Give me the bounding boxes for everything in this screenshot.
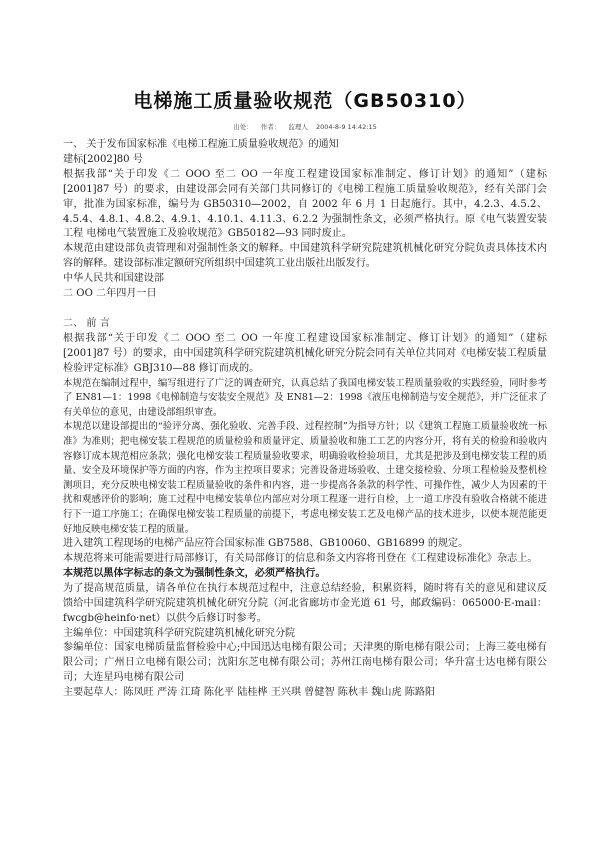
meta-source: 出处： [233, 123, 253, 131]
document-body [63, 138, 547, 701]
section2-participants: 参编单位：国家电梯质量监督检验中心;中国迅达电梯有限公司；天津奥的斯电梯有限公司；上海三菱电梯有限公司；广州日立电梯有限公司；沈阳东芝电梯有限公司；苏州江南电梯有限公司；华升富士达电梯有限公司；大连星玛电梯有限公司 [63, 642, 547, 684]
document-meta [63, 122, 547, 131]
section1-heading: 一、 关于发布国家标准《电梯工程施工质量验收规范》的通知 [63, 139, 339, 150]
section1-issuer: 中华人民共和国建设部 [63, 273, 164, 285]
document-title: 电梯施工质量验收规范（GB50310） [133, 90, 477, 112]
section1-doc-number: 建标[2002]80 号 [63, 153, 143, 165]
section2-paragraph: 本规范在编制过程中，编写组进行了广泛的调查研究，认真总结了我国电梯安装工程质量验收的实践经验，同时参考了 EN81—1：1998《电梯制造与安装安全规范》及 EN81—2：1998《液压电梯制造与安全规范》，并广泛征求了有关单位的意见，由建设部组织审查。 [63, 377, 547, 418]
section2-paragraph: 根据我部“关于印发《二 OOO 至二 OO 一年度工程建设国家标准制定、修订计划》的通知”（建标[2001]87 号）的要求，由中国建筑科学研究院建筑机械化研究分院会同有关单位共同对《电梯安装工程质量检验评定标准》GBJ310—88 修订而成的。 [63, 332, 547, 374]
section2-chief-unit: 主编单位：中国建筑科学研究院建筑机械化研究分院 [63, 627, 296, 639]
meta-editor: 监理人 [288, 123, 308, 131]
meta-author: 作者： [260, 123, 281, 131]
section-spacer [63, 302, 547, 317]
section2-drafters: 主要起草人：陈凤旺 严涛 江琦 陈化平 陆桂桦 王兴琪 曾健智 陈秋丰 魏山虎 陈路阳 [63, 687, 436, 699]
section1-paragraph: 本规范由建设部负责管理和对强制性条文的解释。中国建筑科学研究院建筑机械化研究分院负责具体技术内容的解释。建设部标准定额研究所组织中国建筑工业出版社出版发行。 [63, 243, 547, 270]
section1-date: 二 OO 二年四月一日 [63, 288, 157, 300]
meta-datetime: 2004-8-9 14:42:15 [315, 123, 377, 131]
section2-paragraph: 本规范将来可能需要进行局部修订，有关局部修订的信息和条文内容将刊登在《工程建设标准化》杂志上。 [63, 553, 538, 565]
section2-heading: 二、 前 言 [63, 317, 110, 329]
section2-paragraph: 本规范以建设部提出的“验评分离、强化验收、完善手段、过程控制”为指导方针；以《建筑工程施工质量验收统一标准》为准则；把电梯安装工程规范的质量检验和质量评定、质量验收和施工工艺的内容分开，将有关的检验和验收内容修订成本规范相应条款；强化电梯安装工程质量验收要求，明确验收检验项目，尤其是把涉及到电梯安装工程的质量、安全及环境保护等方面的内容，作为主控项目要求；完善设备进场验收、土建交接检验、分项工程检验及整机检测项目，充分反映电梯安装工程质量验收的条件和内容，进一步提高各条款的科学性、可操作性，减少人为因素的干扰和观感评价的影响；施工过程中电梯安装单位内部应对分项工程逐一进行自检，上一道工序没有验收合格就不能进行下一道工序施工；在确保电梯安装工程质量的前提下，考虑电梯安装工艺及电梯产品的技术进步，以使本规范能更好地反映电梯安装工程的质量。 [63, 421, 547, 535]
section1-paragraph: 根据我部“关于印发《二 OOO 至二 OO 一年度工程建设国家标准制定、修订计划》的通知”（建标[2001]87 号）的要求，由建设部会同有关部门共同修订的《电梯工程施工质量验收规范》，经有关部门会审，批准为国家标准，编号为 GB50310—2002，自 2002 年 6 月 1 日起施行。其中，4.2.3、4.5.2、4.5.4、4.8.1、4.8.2、4.9.1、4.10.1、4.11.3、6.2.2 为强制性条文，必须严格执行。原《电气装置安装工程 电梯电气装置施工及验收规范》GB50182—93 同时废止。 [63, 168, 547, 240]
section2-paragraph: 本规范以黑体字标志的条文为强制性条文，必须严格执行。 [63, 567, 326, 579]
section2-paragraph: 为了提高规范质量，请各单位在执行本规范过程中，注意总结经验，积累资料，随时将有关的意见和建议反馈给中国建筑科学研究院建筑机械化研究分院（河北省廊坊市金光道 61 号，邮政编码：065000·E-mail：fwcgb@heinfo·net）以供今后修订时参考。 [63, 582, 547, 624]
section2-paragraph: 进入建筑工程现场的电梯产品应符合国家标准 GB7588、GB10060、GB16899 的规定。 [63, 538, 469, 550]
